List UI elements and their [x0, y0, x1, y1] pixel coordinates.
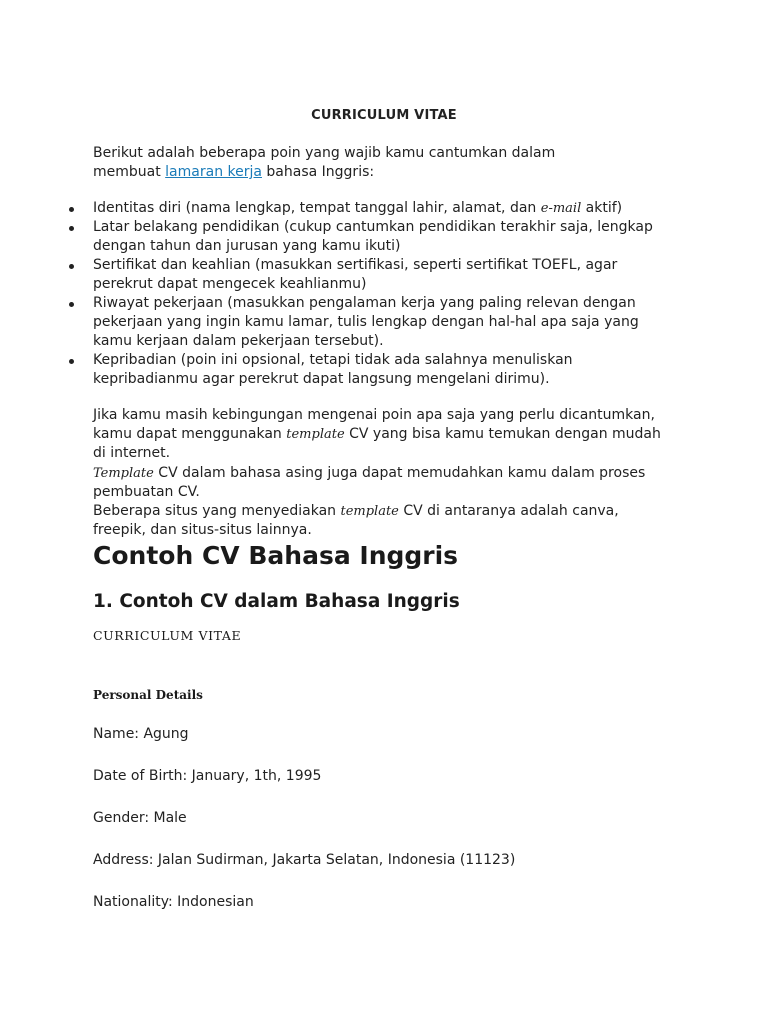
list-item-text: Latar belakang pendidikan (cukup cantumkan pendidikan terakhir saja, lengkap dengan tahun dan jurusan yang kamu ikuti) — [93, 219, 653, 254]
bullet-icon — [69, 302, 74, 307]
list-item — [0, 199, 675, 218]
requirements-list — [0, 199, 768, 389]
list-item-text: Identitas diri (nama lengkap, tempat tanggal lahir, alamat, dan — [93, 200, 541, 216]
paragraph-text: Beberapa situs yang menyediakan — [93, 503, 341, 519]
subsection-heading: 1. Contoh CV dalam Bahasa Inggris — [93, 591, 460, 612]
list-item-text: Sertifikat dan keahlian (masukkan sertifikasi, seperti sertifikat TOEFL, agar perekrut dapat mengecek keahlianmu) — [93, 257, 618, 292]
list-item-text: Riwayat pekerjaan (masukkan pengalaman kerja yang paling relevan dengan pekerjaan yang ingin kamu lamar, tulis lengkap dengan hal-hal apa saja yang kamu kerjaan dalam pekerjaan tersebut). — [93, 295, 639, 349]
field-name: Name: Agung — [93, 726, 189, 742]
list-item-text-end: aktif) — [581, 200, 623, 216]
bullet-icon — [69, 359, 74, 364]
paragraph-text: Jika kamu masih kebingungan mengenai poin apa saja yang perlu dicantumkan, kamu dapat menggunakan — [93, 407, 655, 442]
template-paragraph — [93, 406, 673, 463]
field-date-of-birth: Date of Birth: January, 1th, 1995 — [93, 768, 322, 784]
intro-text: Berikut adalah beberapa poin yang wajib kamu cantumkan dalam membuat — [93, 145, 556, 180]
field-gender: Gender: Male — [93, 810, 187, 826]
cv-title: CURRICULUM VITAE — [93, 628, 242, 643]
paragraph-italic: template — [340, 504, 399, 519]
list-item — [0, 294, 675, 351]
sites-paragraph — [93, 502, 673, 540]
personal-details-heading: Personal Details — [93, 688, 203, 702]
lamaran-kerja-link[interactable]: lamaran kerja — [165, 164, 262, 180]
section-heading: Contoh CV Bahasa Inggris — [93, 541, 459, 570]
intro-text-end: bahasa Inggris: — [261, 164, 375, 180]
foreign-template-paragraph — [93, 464, 673, 502]
bullet-icon — [69, 264, 74, 269]
field-nationality: Nationality: Indonesian — [93, 894, 254, 910]
list-item — [0, 351, 675, 389]
page-title: CURRICULUM VITAE — [311, 108, 457, 123]
bullet-icon — [69, 226, 74, 231]
paragraph-text-end: CV yang bisa kamu temukan dengan mudah di internet. — [93, 426, 661, 461]
list-item — [0, 256, 675, 294]
list-item-italic: e-mail — [540, 201, 582, 216]
list-item — [0, 218, 675, 256]
list-item-text: Kepribadian (poin ini opsional, tetapi tidak ada salahnya menuliskan kepribadianmu agar perekrut dapat langsung mengelani dirimu). — [93, 352, 573, 387]
paragraph-text-end: CV di antaranya adalah canva, freepik, dan situs-situs lainnya. — [93, 503, 619, 538]
intro-paragraph — [93, 144, 563, 182]
paragraph-text: CV dalam bahasa asing juga dapat memudahkan kamu dalam proses pembuatan CV. — [93, 465, 646, 500]
paragraph-italic: Template — [93, 466, 154, 481]
paragraph-italic: template — [286, 427, 345, 442]
bullet-icon — [69, 207, 74, 212]
field-address: Address: Jalan Sudirman, Jakarta Selatan, Indonesia (11123) — [93, 852, 516, 868]
